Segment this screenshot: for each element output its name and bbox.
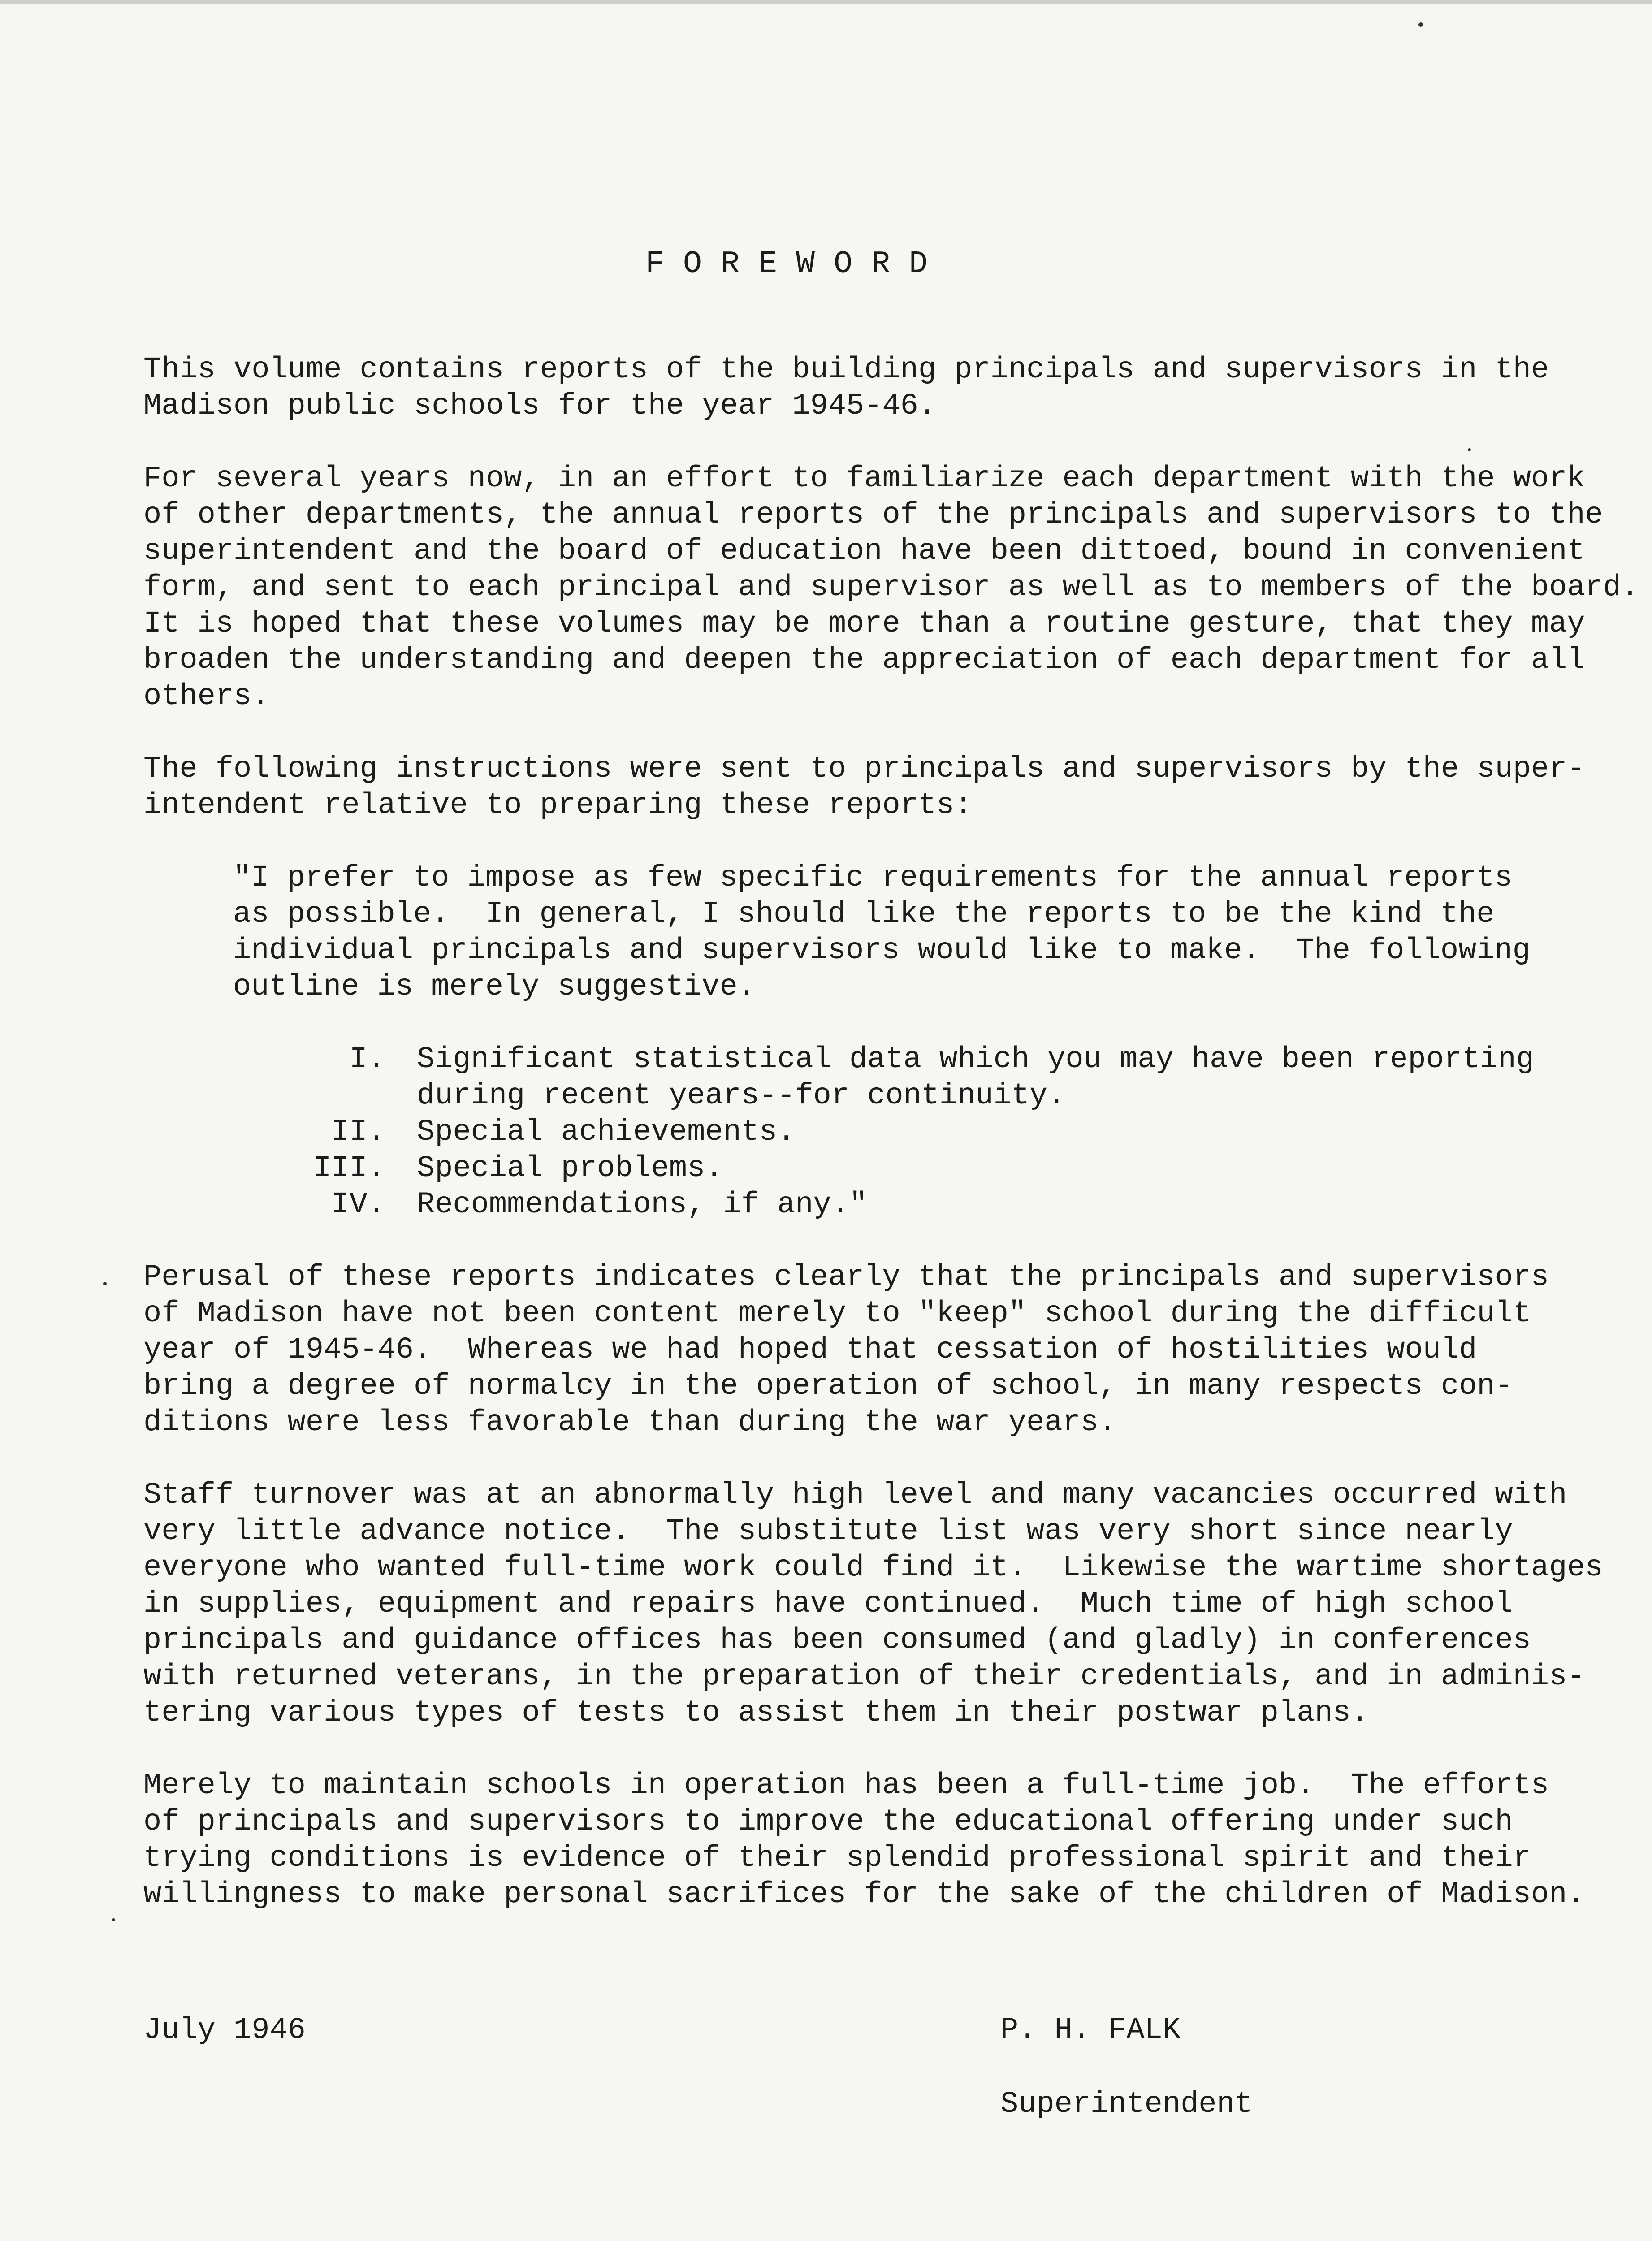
block-quote: [143, 860, 1631, 1005]
paragraph-instructions: [143, 751, 1631, 824]
text-line: Perusal of these reports indicates clearly that the principals and supervisors: [143, 1260, 1549, 1294]
text-line: For several years now, in an effort to familiarize each department with the work: [143, 462, 1585, 496]
page-title: FOREWORD: [645, 247, 947, 282]
text-line: This volume contains reports of the building principals and supervisors in the: [143, 353, 1549, 387]
text-line: Merely to maintain schools in operation has been a full-time job. The efforts: [143, 1769, 1549, 1803]
text-line: very little advance notice. The substitute list was very short since nearly: [143, 1514, 1513, 1549]
quote-line: outline is merely suggestive.: [233, 970, 756, 1004]
text-line: with returned veterans, in the preparation of their credentials, and in adminis-: [143, 1660, 1585, 1694]
text-line: of principals and supervisors to improve the educational offering under such: [143, 1805, 1513, 1839]
text-line: superintendent and the board of education have been dittoed, bound in convenient: [143, 534, 1585, 568]
outline-item: [291, 1151, 1631, 1187]
text-line: principals and guidance offices has been consumed (and gladly) in conferences: [143, 1623, 1531, 1657]
outline-item: [291, 1042, 1631, 1078]
outline-text: Special problems.: [417, 1151, 723, 1185]
text-line: of Madison have not been content merely to "keep" school during the difficult: [143, 1297, 1531, 1331]
outline-numeral: III.: [313, 1151, 385, 1185]
paragraph-staff: [143, 1477, 1631, 1731]
text-line: others.: [143, 679, 270, 714]
outline-numeral: I.: [349, 1043, 385, 1077]
text-line: willingness to make personal sacrifices for the sake of the children of Madison.: [143, 1878, 1585, 1912]
signature-name: P. H. FALK: [1000, 2013, 1181, 2047]
text-line: Staff turnover was at an abnormally high level and many vacancies occurred with: [143, 1478, 1567, 1512]
scan-speck: [1418, 22, 1423, 27]
text-line: trying conditions is evidence of their splendid professional spirit and their: [143, 1841, 1531, 1875]
outline-text: Recommendations, if any.": [417, 1188, 868, 1222]
text-line: everyone who wanted full-time work could find it. Likewise the wartime shortages: [143, 1551, 1603, 1585]
text-line: year of 1945-46. Whereas we had hoped that cessation of hostilities would: [143, 1333, 1477, 1367]
text-line: broaden the understanding and deepen the appreciation of each department for all: [143, 643, 1585, 677]
signature-title: Superintendent: [1000, 2087, 1253, 2121]
text-line: bring a degree of normalcy in the operation of school, in many respects con-: [143, 1369, 1513, 1403]
outline-numeral: IV.: [331, 1188, 385, 1222]
outline-numeral: II.: [331, 1115, 385, 1149]
text-line: It is hoped that these volumes may be more than a routine gesture, that they may: [143, 607, 1585, 641]
document-date: July 1946: [143, 2013, 306, 2047]
document-body: [143, 352, 1639, 1949]
text-line: The following instructions were sent to principals and supervisors by the super-: [143, 752, 1585, 786]
paragraph-closing: [143, 1768, 1631, 1913]
paragraph-purpose: [143, 461, 1639, 715]
paragraph-perusal: [143, 1259, 1631, 1441]
text-line: of other departments, the annual reports of the principals and supervisors to the: [143, 498, 1603, 532]
scan-edge: [0, 0, 1652, 4]
outline-list: [143, 1042, 1631, 1223]
quote-line: as possible. In general, I should like the reports to be the kind the: [233, 897, 1495, 931]
quote-line: individual principals and supervisors would like to make. The following: [233, 934, 1531, 968]
text-line: in supplies, equipment and repairs have continued. Much time of high school: [143, 1587, 1513, 1621]
quote-line: "I prefer to impose as few specific requirements for the annual reports: [233, 861, 1513, 895]
outline-text-continued: during recent years--for continuity.: [417, 1079, 1066, 1113]
scan-speck: [103, 1282, 107, 1285]
outline-text: Significant statistical data which you may have been reporting: [417, 1043, 1534, 1077]
outline-item: [291, 1187, 1631, 1223]
text-line: form, and sent to each principal and supervisor as well as to members of the board.: [143, 571, 1639, 605]
outline-text: Special achievements.: [417, 1115, 796, 1149]
outline-item: [291, 1114, 1631, 1151]
text-line: ditions were less favorable than during the war years.: [143, 1406, 1117, 1440]
scan-speck: [1468, 448, 1471, 451]
scan-speck: [112, 1918, 115, 1921]
text-line: tering various types of tests to assist them in their postwar plans.: [143, 1696, 1369, 1730]
paragraph-intro: [143, 352, 1631, 424]
text-line: Madison public schools for the year 1945-46.: [143, 389, 937, 423]
text-line: intendent relative to preparing these reports:: [143, 788, 973, 822]
